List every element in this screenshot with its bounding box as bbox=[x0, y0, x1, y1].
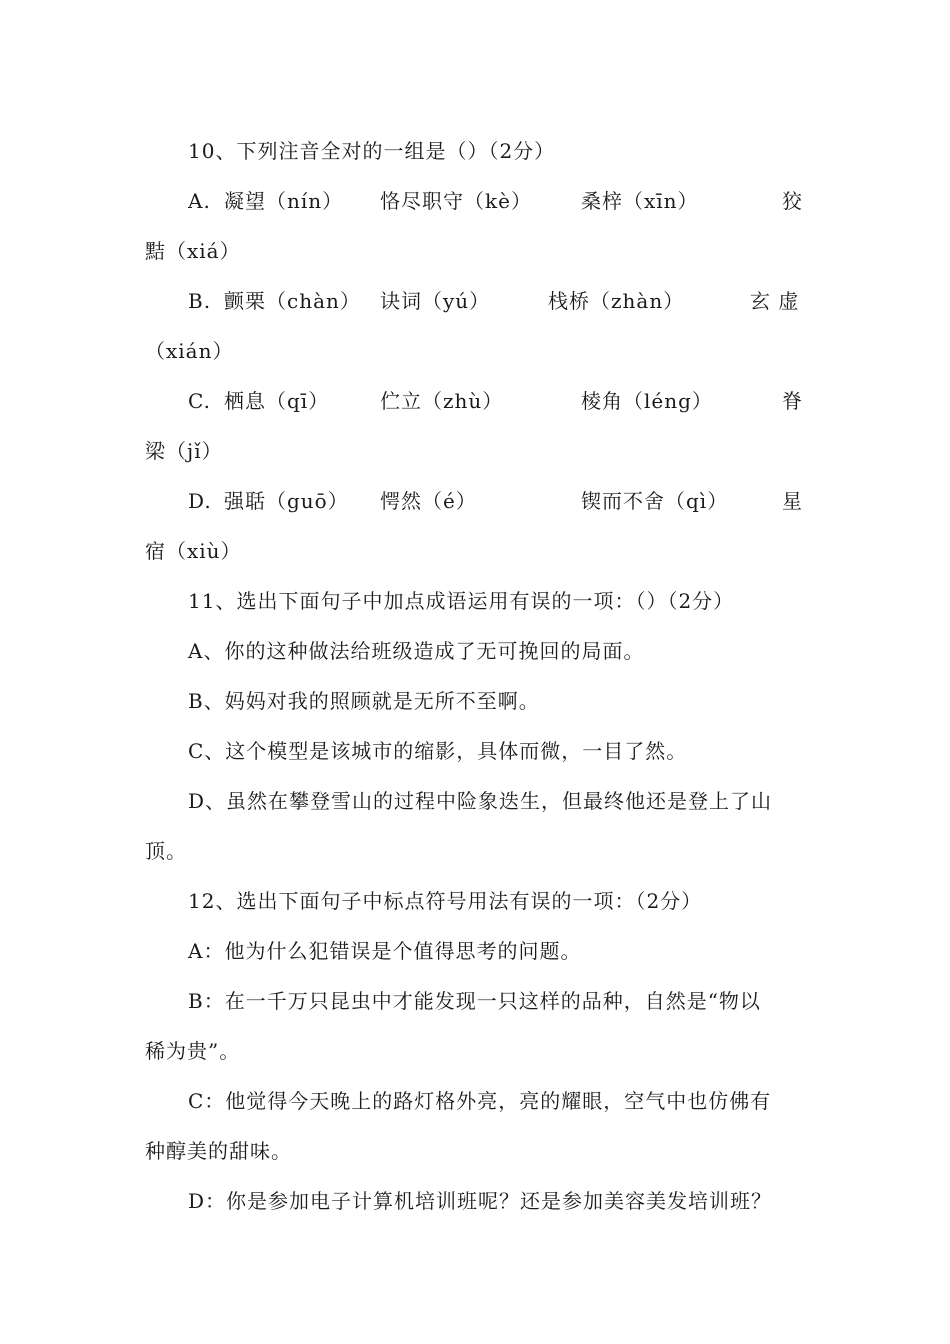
q10-b-word2: 诀词（yú） bbox=[380, 289, 491, 313]
q11-option-a: A、你的这种做法给班级造成了无可挽回的局面。 bbox=[188, 639, 645, 663]
q10-d-word1: 强聒（guō） bbox=[224, 489, 349, 513]
q10-c-word3: 棱角（léng） bbox=[581, 389, 713, 413]
q11-option-d: D、虽然在攀登雪山的过程中险象迭生，但最终他还是登上了山 bbox=[188, 789, 773, 813]
q10-a-label: A. bbox=[188, 189, 211, 213]
q11-option-d-continuation: 顶。 bbox=[145, 839, 187, 863]
q12-option-a: A：他为什么犯错误是个值得思考的问题。 bbox=[188, 939, 582, 963]
q10-b-word4-start: 玄 虚 bbox=[750, 289, 800, 313]
q12-option-d: D：你是参加电子计算机培训班呢？还是参加美容美发培训班？ bbox=[188, 1189, 773, 1213]
q10-a-continuation: 黠（xiá） bbox=[145, 239, 241, 263]
q10-b-word1: 颤栗（chàn） bbox=[224, 289, 361, 313]
q10-b-label: B. bbox=[188, 289, 212, 313]
q10-option-b bbox=[188, 286, 805, 316]
q10-stem: 10、下列注音全对的一组是（）（2分） bbox=[188, 139, 556, 163]
q10-c-word2: 伫立（zhù） bbox=[380, 389, 504, 413]
q12-option-c: C：他觉得今天晚上的路灯格外亮，亮的耀眼，空气中也仿佛有 bbox=[188, 1089, 772, 1113]
q10-c-word4-start: 脊 bbox=[782, 389, 803, 413]
q10-c-label: C. bbox=[188, 389, 211, 413]
q10-option-a bbox=[188, 186, 805, 216]
q10-b-continuation: （xián） bbox=[145, 339, 234, 363]
q10-d-word2: 愕然（é） bbox=[380, 489, 477, 513]
q10-c-continuation: 梁（jǐ） bbox=[145, 439, 223, 463]
q11-stem: 11、选出下面句子中加点成语运用有误的一项：（）（2分） bbox=[188, 589, 735, 613]
q10-a-word3: 桑梓（xīn） bbox=[581, 189, 699, 213]
q10-d-continuation: 宿（xiù） bbox=[145, 539, 242, 563]
q10-option-c bbox=[188, 386, 805, 416]
q10-a-word2: 恪尽职守（kè） bbox=[380, 189, 532, 213]
q10-d-word3: 锲而不舍（qì） bbox=[581, 489, 729, 513]
q12-option-b: B：在一千万只昆虫中才能发现一只这样的品种，自然是“物以 bbox=[188, 989, 761, 1013]
q11-option-b: B、妈妈对我的照顾就是无所不至啊。 bbox=[188, 689, 540, 713]
q12-option-b-continuation: 稀为贵”。 bbox=[145, 1039, 241, 1063]
q12-option-c-continuation: 种醇美的甜味。 bbox=[145, 1139, 292, 1163]
q10-a-word4-start: 狡 bbox=[782, 189, 803, 213]
q10-b-word3: 栈桥（zhàn） bbox=[548, 289, 685, 313]
q10-option-d bbox=[188, 486, 805, 516]
q10-d-label: D. bbox=[188, 489, 212, 513]
q11-option-c: C、这个模型是该城市的缩影，具体而微，一目了然。 bbox=[188, 739, 688, 763]
q10-d-word4-start: 星 bbox=[782, 489, 803, 513]
q10-c-word1: 栖息（qī） bbox=[224, 389, 330, 413]
q12-stem: 12、选出下面句子中标点符号用法有误的一项：（2分） bbox=[188, 889, 703, 913]
q10-a-word1: 凝望（nín） bbox=[224, 189, 344, 213]
